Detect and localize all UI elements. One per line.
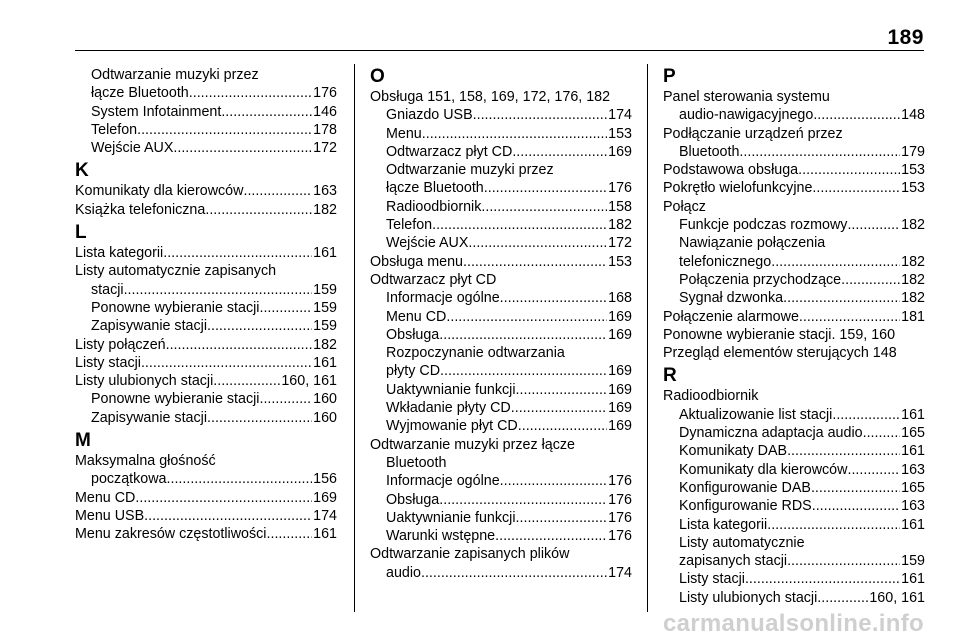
- entry-term: Lista kategorii: [75, 245, 164, 262]
- page-reference: 161: [901, 406, 925, 423]
- page-reference: 174: [313, 507, 337, 524]
- dot-leader: [484, 179, 607, 197]
- index-entry: [370, 125, 632, 143]
- dot-leader: [841, 271, 900, 289]
- index-entry: [663, 479, 925, 497]
- index-entry: [75, 201, 337, 219]
- page-reference: 161: [313, 354, 337, 371]
- dot-leader: [745, 570, 900, 588]
- index-entry: [75, 121, 337, 139]
- entry-term: Obsługa menu: [370, 253, 463, 270]
- dot-leader: [817, 589, 868, 607]
- page-reference: 182: [901, 253, 925, 270]
- entry-term: Sygnał dzwonka: [679, 290, 784, 307]
- entry-term: Dynamiczna adaptacja audio: [679, 425, 863, 442]
- dot-leader: [811, 479, 900, 497]
- header-rule: [75, 50, 924, 51]
- dot-leader: [767, 516, 900, 534]
- page-reference: 153: [901, 180, 925, 197]
- dot-leader: [432, 216, 607, 234]
- dot-leader: [463, 253, 607, 271]
- entry-term: Wejście AUX: [386, 235, 469, 252]
- entry-term: Odtwarzanie muzyki przez łącze: [370, 436, 575, 453]
- dot-leader: [144, 507, 312, 525]
- index-column-2: [370, 66, 632, 582]
- entry-term: Bluetooth: [679, 143, 740, 160]
- index-entry: [663, 424, 925, 442]
- entry-term: Konfigurowanie DAB: [679, 479, 811, 496]
- page-reference: 182: [313, 201, 337, 218]
- index-entry-text: [663, 234, 925, 252]
- entry-term: Komunikaty dla kierowców: [679, 461, 848, 478]
- entry-term: Telefon: [386, 217, 433, 234]
- index-entry: [663, 179, 925, 197]
- dot-leader: [259, 299, 312, 317]
- index-entry: [663, 326, 925, 344]
- dot-leader: [832, 406, 900, 424]
- section-letter: R: [663, 365, 677, 387]
- page-reference: 176: [608, 491, 632, 508]
- entry-term: Listy ulubionych stacji: [679, 589, 818, 606]
- index-entry-text: [370, 344, 632, 362]
- page-reference: 153: [608, 253, 632, 270]
- page-reference: 158: [608, 198, 632, 215]
- dot-leader: [189, 84, 312, 102]
- entry-term: Komunikaty dla kierowców: [75, 183, 244, 200]
- page-reference: 159: [313, 281, 337, 298]
- entry-term: stacji: [91, 281, 124, 298]
- entry-term: Listy ulubionych stacji: [75, 373, 214, 390]
- page-reference: 182: [313, 336, 337, 353]
- entry-term: Ponowne wybieranie stacji: [91, 391, 260, 408]
- page-reference: 169: [608, 308, 632, 325]
- index-entry: [75, 354, 337, 372]
- index-entry: [370, 472, 632, 490]
- dot-leader: [500, 472, 607, 490]
- dot-leader: [511, 399, 607, 417]
- page-reference: 159: [313, 299, 337, 316]
- page-reference: 165: [901, 425, 925, 442]
- index-entry: [75, 103, 337, 121]
- dot-leader: [512, 143, 607, 161]
- entry-term: Listy automatycznie: [679, 534, 805, 551]
- dot-leader: [495, 527, 607, 545]
- index-entry: [75, 507, 337, 525]
- index-entry: [663, 289, 925, 307]
- index-entry: [75, 470, 337, 488]
- entry-term: Pokrętło wielofunkcyjne: [663, 180, 813, 197]
- page-reference: 159: [901, 553, 925, 570]
- index-entry: [663, 570, 925, 588]
- dot-leader: [500, 289, 607, 307]
- index-entry: [663, 497, 925, 515]
- dot-leader: [173, 139, 312, 157]
- entry-term: audio: [386, 564, 421, 581]
- index-entry: [370, 308, 632, 326]
- dot-leader: [439, 326, 607, 344]
- entry-term: Odtwarzacz płyt CD: [386, 143, 513, 160]
- entry-term: Odtwarzacz płyt CD: [370, 271, 497, 288]
- index-entry: [75, 409, 337, 427]
- page-reference: 160, 161: [869, 589, 925, 606]
- column-divider: [647, 64, 648, 612]
- page-reference: 174: [608, 564, 632, 581]
- dot-leader: [847, 461, 900, 479]
- entry-term: Menu CD: [75, 489, 136, 506]
- entry-term: Radioodbiornik: [386, 198, 482, 215]
- entry-term: początkowa: [91, 471, 167, 488]
- index-entry: [663, 516, 925, 534]
- index-entry: [370, 564, 632, 582]
- page-reference: 160: [313, 391, 337, 408]
- dot-leader: [213, 372, 280, 390]
- page-reference: 182: [608, 217, 632, 234]
- dot-leader: [439, 491, 607, 509]
- entry-term: Odtwarzanie zapisanych plików: [370, 546, 570, 563]
- index-entry: [370, 253, 632, 271]
- entry-term: Zapisywanie stacji: [91, 318, 208, 335]
- index-entry: [75, 281, 337, 299]
- entry-term: Bluetooth: [386, 454, 447, 471]
- entry-term: Radioodbiornik: [663, 388, 759, 405]
- index-entry-text: [75, 452, 337, 470]
- section-letter: M: [75, 430, 91, 452]
- entry-term: Menu USB: [75, 507, 145, 524]
- dot-leader: [124, 281, 313, 299]
- page-reference: 146: [313, 103, 337, 120]
- index-entry: [75, 489, 337, 507]
- dot-leader: [468, 234, 607, 252]
- page-reference: 176: [313, 85, 337, 102]
- entry-term: telefonicznego: [679, 253, 772, 270]
- page-reference: 161: [901, 571, 925, 588]
- index-entry: [75, 84, 337, 102]
- index-entry: [663, 442, 925, 460]
- dot-leader: [473, 106, 608, 124]
- page-reference: 182: [901, 290, 925, 307]
- entry-term: Konfigurowanie RDS: [679, 498, 812, 515]
- page-reference: 176: [608, 509, 632, 526]
- entry-term: Panel sterowania systemu: [663, 89, 830, 105]
- index-entry: [370, 527, 632, 545]
- dot-leader: [163, 244, 312, 262]
- watermark: carmanualsonline.info: [662, 610, 924, 637]
- column-divider: [354, 64, 355, 612]
- index-entry: [75, 336, 337, 354]
- dot-leader: [137, 121, 312, 139]
- entry-term: łącze Bluetooth: [386, 180, 484, 197]
- entry-term: Uaktywnianie funkcji: [386, 509, 516, 526]
- entry-term: Nawiązanie połączenia: [679, 235, 826, 252]
- section-letter: L: [75, 222, 87, 244]
- entry-term: Gniazdo USB: [386, 107, 473, 124]
- entry-term: Wyjmowanie płyt CD: [386, 418, 518, 435]
- page-reference: 168: [608, 290, 632, 307]
- entry-term: Listy stacji: [75, 354, 141, 371]
- page-reference: 169: [608, 326, 632, 343]
- entry-term: Komunikaty DAB: [679, 443, 788, 460]
- entry-term: audio-nawigacyjnego: [679, 107, 814, 124]
- page-reference: 181: [901, 308, 925, 325]
- dot-leader: [221, 103, 312, 121]
- entry-term: Listy połączeń: [75, 336, 166, 353]
- index-entry: [663, 344, 925, 362]
- index-entry-text: [663, 387, 925, 405]
- page-reference: 172: [608, 235, 632, 252]
- page-reference: 161: [313, 526, 337, 543]
- entry-term: Listy automatycznie zapisanych: [75, 263, 277, 280]
- index-entry: [75, 372, 337, 390]
- section-letter: O: [370, 66, 385, 87]
- index-entry: [663, 406, 925, 424]
- index-entry: [370, 362, 632, 380]
- index-entry: [663, 308, 925, 326]
- entry-term: Połącz: [663, 198, 706, 215]
- index-entry: [663, 106, 925, 124]
- page-reference: 163: [901, 461, 925, 478]
- page-reference: 153: [901, 162, 925, 179]
- dot-leader: [813, 106, 900, 124]
- dot-leader: [518, 417, 607, 435]
- entry-term: Obsługa: [386, 491, 440, 508]
- dot-leader: [799, 308, 900, 326]
- entry-term: Zapisywanie stacji: [91, 409, 208, 426]
- entry-term: łącze Bluetooth: [91, 85, 189, 102]
- entry-term: Połączenie alarmowe: [663, 308, 799, 325]
- entry-term: Podstawowa obsługa: [663, 162, 799, 179]
- entry-term: Obsługa: [386, 326, 440, 343]
- page-reference: 156: [313, 471, 337, 488]
- dot-leader: [440, 362, 607, 380]
- dot-leader: [798, 161, 900, 179]
- index-column-1: [75, 66, 337, 544]
- entry-term: Uaktywnianie funkcji: [386, 381, 516, 398]
- entry-term: Warunki wstępne: [386, 528, 496, 545]
- index-entry: [663, 271, 925, 289]
- page-reference: 176: [608, 528, 632, 545]
- entry-term: Ponowne wybieranie stacji. 159, 160: [663, 326, 896, 343]
- page-reference: 160, 161: [281, 373, 337, 390]
- entry-term: Obsługa 151, 158, 169, 172, 176, 182: [370, 89, 611, 105]
- page-reference: 178: [313, 121, 337, 138]
- page-reference: 176: [608, 473, 632, 490]
- page-reference: 153: [608, 125, 632, 142]
- page-reference: 182: [901, 217, 925, 234]
- index-entry-text: [663, 88, 925, 106]
- index-entry: [663, 589, 925, 607]
- entry-term: Odtwarzanie muzyki przez: [386, 162, 554, 179]
- page-reference: 159: [313, 318, 337, 335]
- index-entry-text: [75, 262, 337, 280]
- dot-leader: [243, 182, 312, 200]
- index-entry-text: [663, 534, 925, 552]
- page-reference: 160: [313, 409, 337, 426]
- page-reference: 169: [608, 363, 632, 380]
- entry-term: Ponowne wybieranie stacji: [91, 299, 260, 316]
- dot-leader: [739, 143, 900, 161]
- dot-leader: [259, 390, 312, 408]
- index-entry-text: [370, 161, 632, 179]
- page-reference: 174: [608, 107, 632, 124]
- index-entry: [370, 88, 632, 106]
- entry-term: Informacje ogólne: [386, 290, 500, 307]
- dot-leader: [783, 289, 900, 307]
- page-reference: 163: [313, 183, 337, 200]
- index-entry: [370, 106, 632, 124]
- index-entry: [75, 182, 337, 200]
- page-reference: 176: [608, 180, 632, 197]
- index-entry: [370, 399, 632, 417]
- page-reference: 161: [901, 443, 925, 460]
- page-reference: 169: [608, 381, 632, 398]
- index-entry: [75, 317, 337, 335]
- index-entry: [370, 491, 632, 509]
- entry-term: Funkcje podczas rozmowy: [679, 217, 848, 234]
- dot-leader: [421, 564, 607, 582]
- index-entry: [370, 289, 632, 307]
- index-entry-text: [75, 66, 337, 84]
- page-reference: 182: [901, 271, 925, 288]
- entry-term: Aktualizowanie list stacji: [679, 406, 833, 423]
- page-reference: 161: [901, 516, 925, 533]
- dot-leader: [771, 253, 900, 271]
- page-reference: 169: [608, 418, 632, 435]
- dot-leader: [446, 308, 607, 326]
- dot-leader: [166, 336, 313, 354]
- index-column-3: [663, 66, 925, 607]
- entry-term: Menu zakresów częstotliwości: [75, 526, 267, 543]
- index-entry: [370, 234, 632, 252]
- index-entry-text: [370, 271, 632, 289]
- dot-leader: [135, 489, 312, 507]
- index-entry: [663, 216, 925, 234]
- entry-term: Menu: [386, 125, 422, 142]
- page-number: 189: [887, 26, 924, 49]
- dot-leader: [516, 381, 608, 399]
- dot-leader: [812, 179, 900, 197]
- entry-term: Przegląd elementów sterujących 148: [663, 345, 897, 362]
- entry-term: Rozpoczynanie odtwarzania: [386, 345, 565, 362]
- index-entry: [370, 326, 632, 344]
- section-letter: P: [663, 66, 676, 87]
- dot-leader: [863, 424, 901, 442]
- dot-leader: [787, 552, 900, 570]
- dot-leader: [481, 198, 607, 216]
- page-reference: 148: [901, 107, 925, 124]
- dot-leader: [207, 409, 312, 427]
- index-entry: [663, 161, 925, 179]
- index-entry: [663, 253, 925, 271]
- index-entry: [75, 390, 337, 408]
- page-reference: 169: [608, 400, 632, 417]
- entry-term: Lista kategorii: [679, 516, 768, 533]
- entry-term: Menu CD: [386, 308, 447, 325]
- dot-leader: [847, 216, 900, 234]
- entry-term: zapisanych stacji: [679, 553, 788, 570]
- entry-term: Informacje ogólne: [386, 473, 500, 490]
- index-entry: [370, 509, 632, 527]
- dot-leader: [787, 442, 900, 460]
- index-entry: [663, 461, 925, 479]
- index-entry: [75, 299, 337, 317]
- dot-leader: [516, 509, 608, 527]
- index-entry: [370, 143, 632, 161]
- page-reference: 179: [901, 143, 925, 160]
- entry-term: Książka telefoniczna: [75, 201, 206, 218]
- entry-term: Wkładanie płyty CD: [386, 400, 511, 417]
- dot-leader: [167, 470, 313, 488]
- index-entry: [370, 216, 632, 234]
- index-entry-text: [370, 436, 632, 454]
- index-entry-text: [663, 198, 925, 216]
- dot-leader: [267, 525, 313, 543]
- index-entry: [75, 139, 337, 157]
- page-reference: 165: [901, 479, 925, 496]
- page-reference: 172: [313, 140, 337, 157]
- dot-leader: [141, 354, 312, 372]
- entry-term: Podłączanie urządzeń przez: [663, 125, 843, 142]
- index-entry: [663, 143, 925, 161]
- index-entry: [370, 417, 632, 435]
- entry-term: płyty CD: [386, 363, 441, 380]
- entry-term: Telefon: [91, 121, 138, 138]
- dot-leader: [812, 497, 900, 515]
- index-entry: [370, 179, 632, 197]
- index-entry: [663, 552, 925, 570]
- entry-term: System Infotainment: [91, 103, 222, 120]
- entry-term: Listy stacji: [679, 571, 745, 588]
- page-reference: 169: [313, 489, 337, 506]
- index-entry: [75, 525, 337, 543]
- entry-term: Odtwarzanie muzyki przez: [91, 67, 259, 83]
- page-reference: 163: [901, 498, 925, 515]
- index-entry: [370, 381, 632, 399]
- index-entry-text: [370, 454, 632, 472]
- dot-leader: [207, 317, 312, 335]
- entry-term: Połączenia przychodzące: [679, 271, 842, 288]
- page-reference: 161: [313, 245, 337, 262]
- section-letter: K: [75, 160, 89, 182]
- entry-term: Maksymalna głośność: [75, 453, 216, 470]
- entry-term: Wejście AUX: [91, 140, 174, 157]
- index-entry-text: [663, 125, 925, 143]
- dot-leader: [205, 201, 312, 219]
- index-entry-text: [370, 545, 632, 563]
- page-reference: 169: [608, 143, 632, 160]
- index-entry: [370, 198, 632, 216]
- dot-leader: [422, 125, 607, 143]
- index-entry: [75, 244, 337, 262]
